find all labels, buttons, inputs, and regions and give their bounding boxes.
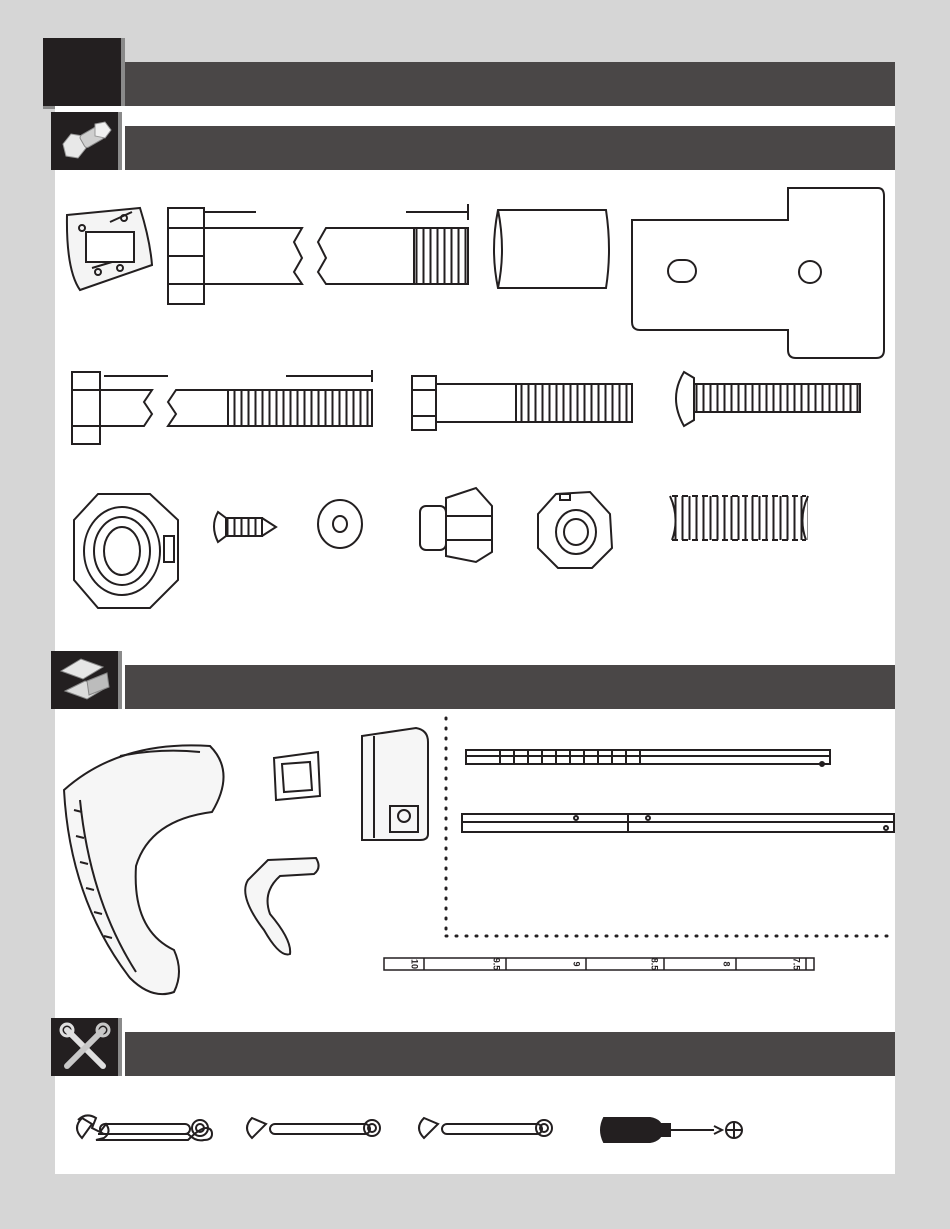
- ruler-label: 10: [409, 958, 420, 970]
- combination-wrench-2: [247, 1118, 380, 1138]
- combination-wrench-1: [77, 1115, 212, 1140]
- ruler-label: 9.5: [491, 957, 502, 971]
- ruler-label: 8.5: [649, 957, 660, 971]
- ruler-label: 9: [571, 961, 582, 967]
- ruler-label: 8: [721, 961, 732, 967]
- combination-wrench-3: [419, 1118, 552, 1138]
- ruler-label: 7.5: [791, 957, 802, 971]
- phillips-screwdriver: [601, 1118, 742, 1142]
